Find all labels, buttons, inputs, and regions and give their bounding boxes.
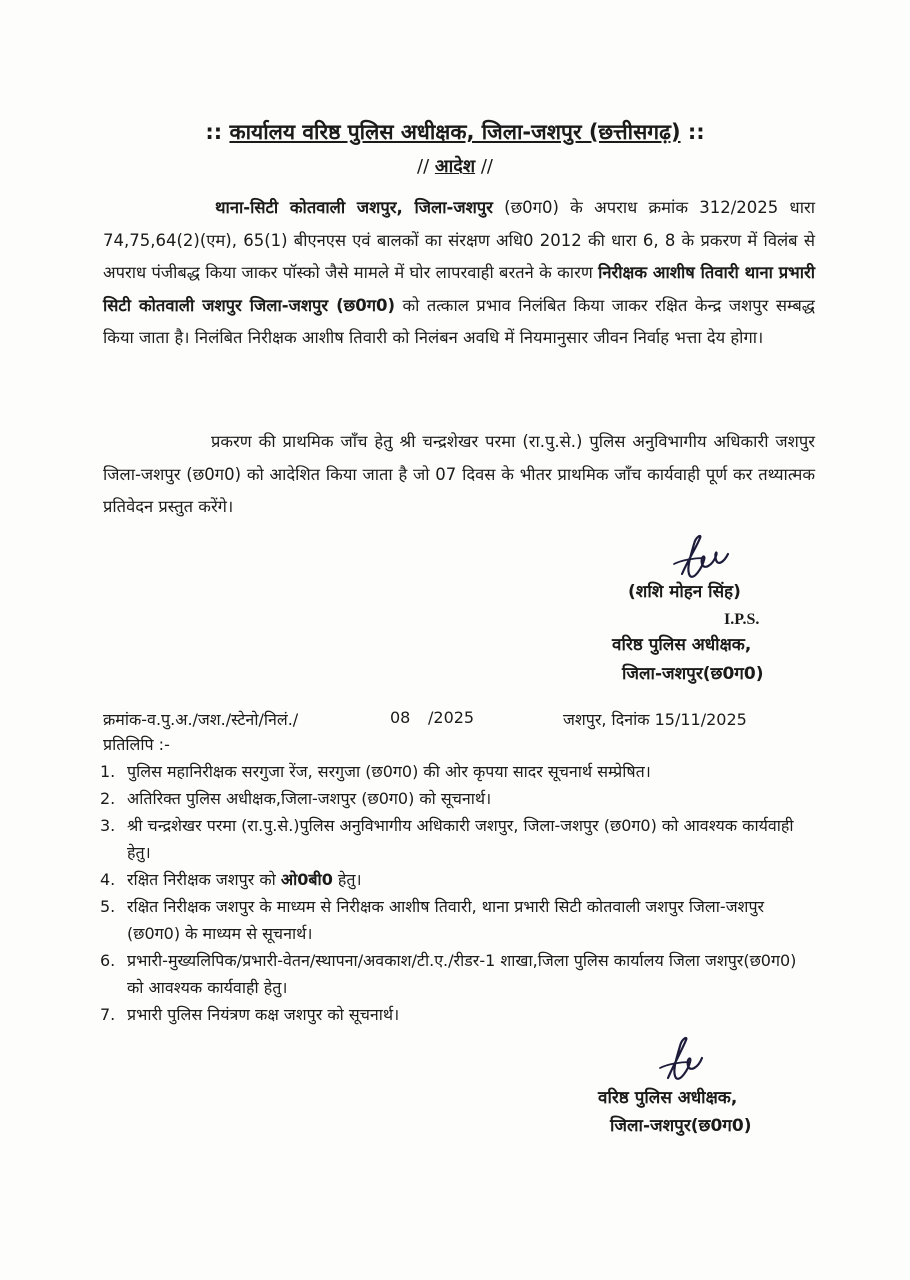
suspended-officer: निरीक्षक आशीष तिवारी थाना प्रभारी सिटी कोतवाली जशपुर जिला-जशपुर (छ0ग0) bbox=[103, 263, 815, 315]
office-title: कार्यालय वरिष्ठ पुलिस अधीक्षक, जिला-जशपुर (छत्तीसगढ़) bbox=[229, 120, 681, 144]
list-number: 3. bbox=[100, 816, 116, 835]
list-text: श्री चन्द्रशेखर परमा (रा.पु.से.)पुलिस अनुविभागीय अधिकारी जशपुर, जिला-जशपुर (छ0ग0) को आवश्यक कार्यवाही हेतु। bbox=[127, 816, 794, 862]
list-number: 6. bbox=[100, 951, 116, 970]
signatory-district: जिला-जशपुर(छ0ग0) bbox=[622, 664, 764, 684]
reference-place-date: जशपुर, दिनांक 15/11/2025 bbox=[563, 710, 747, 729]
list-text: पुलिस महानिरीक्षक सरगुजा रेंज, सरगुजा (छ0ग0) की ओर कृपया सादर सूचनार्थ सम्प्रेषित। bbox=[127, 762, 651, 781]
heading-prefix: :: bbox=[205, 120, 230, 144]
list-number: 4. bbox=[100, 870, 116, 889]
para1-text-a: (छ0ग0) के अपराध क्रमांक 312/2025 धारा 74,75,64(2)(एम), 65(1) बीएनएस एवं बालकों का संरक्षण अधि0 2012 की धारा 6, 8 के प्रकरण में विलंब से अपराध पंजीबद्ध किया जाकर पॉस्को जैसे मामले में घोर लापरवाही बरतने के कारण bbox=[103, 198, 815, 282]
order-paragraph-2: प्रकरण की प्राथमिक जाँच हेतु श्री चन्द्रशेखर परमा (रा.पु.से.) पुलिस अनुविभागीय अधिकारी जशपुर जिला-जशपुर (छ0ग0) को आदेशित किया जाता है जो 07 दिवस के भीतर प्राथमिक जाँच कार्यवाही पूर्ण कर तथ्यात्मक प्रतिवेदन प्रस्तुत करेंगे। bbox=[103, 432, 815, 516]
signatory-designation: वरिष्ठ पुलिस अधीक्षक, bbox=[612, 635, 752, 655]
list-text: हेतु। bbox=[332, 870, 362, 889]
order-paragraph-1 bbox=[103, 192, 815, 355]
order-title: आदेश bbox=[434, 156, 476, 177]
copy-heading: प्रतिलिपि :- bbox=[103, 735, 170, 754]
list-item bbox=[100, 947, 800, 1001]
signatory-name: (शशि मोहन सिंह) bbox=[628, 582, 741, 602]
closing-district: जिला-जशपुर(छ0ग0) bbox=[610, 1116, 752, 1136]
police-station-name: थाना-सिटी कोतवाली जशपुर, जिला-जशपुर bbox=[215, 198, 493, 217]
copy-list bbox=[100, 758, 800, 1028]
order-prefix: // bbox=[417, 156, 435, 177]
list-item bbox=[100, 812, 800, 866]
list-item bbox=[100, 866, 800, 893]
office-heading bbox=[0, 118, 910, 146]
heading-suffix: :: bbox=[680, 120, 705, 144]
reference-year: /2025 bbox=[428, 708, 475, 727]
list-text: अतिरिक्त पुलिस अधीक्षक,जिला-जशपुर (छ0ग0) को सूचनार्थ। bbox=[127, 789, 492, 808]
list-number: 1. bbox=[100, 762, 116, 781]
order-heading bbox=[0, 154, 910, 178]
list-text: प्रभारी-मुख्यलिपिक/प्रभारी-वेतन/स्थापना/अवकाश/टी.ए./रीडर-1 शाखा,जिला पुलिस कार्यालय जिला जशपुर(छ0ग0) को आवश्यक कार्यवाही हेतु। bbox=[127, 951, 797, 997]
list-text: रक्षित निरीक्षक जशपुर के माध्यम से निरीक्षक आशीष तिवारी, थाना प्रभारी सिटी कोतवाली जशपुर जिला-जशपुर (छ0ग0) के माध्यम से सूचनार्थ। bbox=[127, 897, 765, 943]
list-number: 5. bbox=[100, 897, 116, 916]
order-suffix: // bbox=[475, 156, 493, 177]
list-item bbox=[100, 785, 800, 812]
signature-mark-2 bbox=[652, 1032, 722, 1092]
para1-text-b: को तत्काल प्रभाव निलंबित किया जाकर रक्षित केन्द्र जशपुर सम्बद्ध किया जाता है। निलंबित निरीक्षक आशीष तिवारी को निलंबन अवधि में नियमानुसार जीवन निर्वाह भत्ता देय होगा। bbox=[103, 295, 815, 347]
list-text-bold: ओ0बी0 bbox=[280, 870, 333, 889]
list-number: 7. bbox=[100, 1005, 116, 1024]
list-item bbox=[100, 758, 800, 785]
closing-designation: वरिष्ठ पुलिस अधीक्षक, bbox=[598, 1088, 738, 1108]
list-text: प्रभारी पुलिस नियंत्रण कक्ष जशपुर को सूचनार्थ। bbox=[127, 1005, 400, 1024]
list-text: रक्षित निरीक्षक जशपुर को bbox=[127, 870, 281, 889]
reference-number: क्रमांक-व.पु.अ./जश./स्टेनो/निलं./ bbox=[103, 710, 299, 729]
list-number: 2. bbox=[100, 789, 116, 808]
list-item bbox=[100, 893, 800, 947]
reference-number-mid: 08 bbox=[390, 708, 411, 727]
list-item bbox=[100, 1001, 800, 1028]
signatory-service: I.P.S. bbox=[724, 611, 760, 628]
